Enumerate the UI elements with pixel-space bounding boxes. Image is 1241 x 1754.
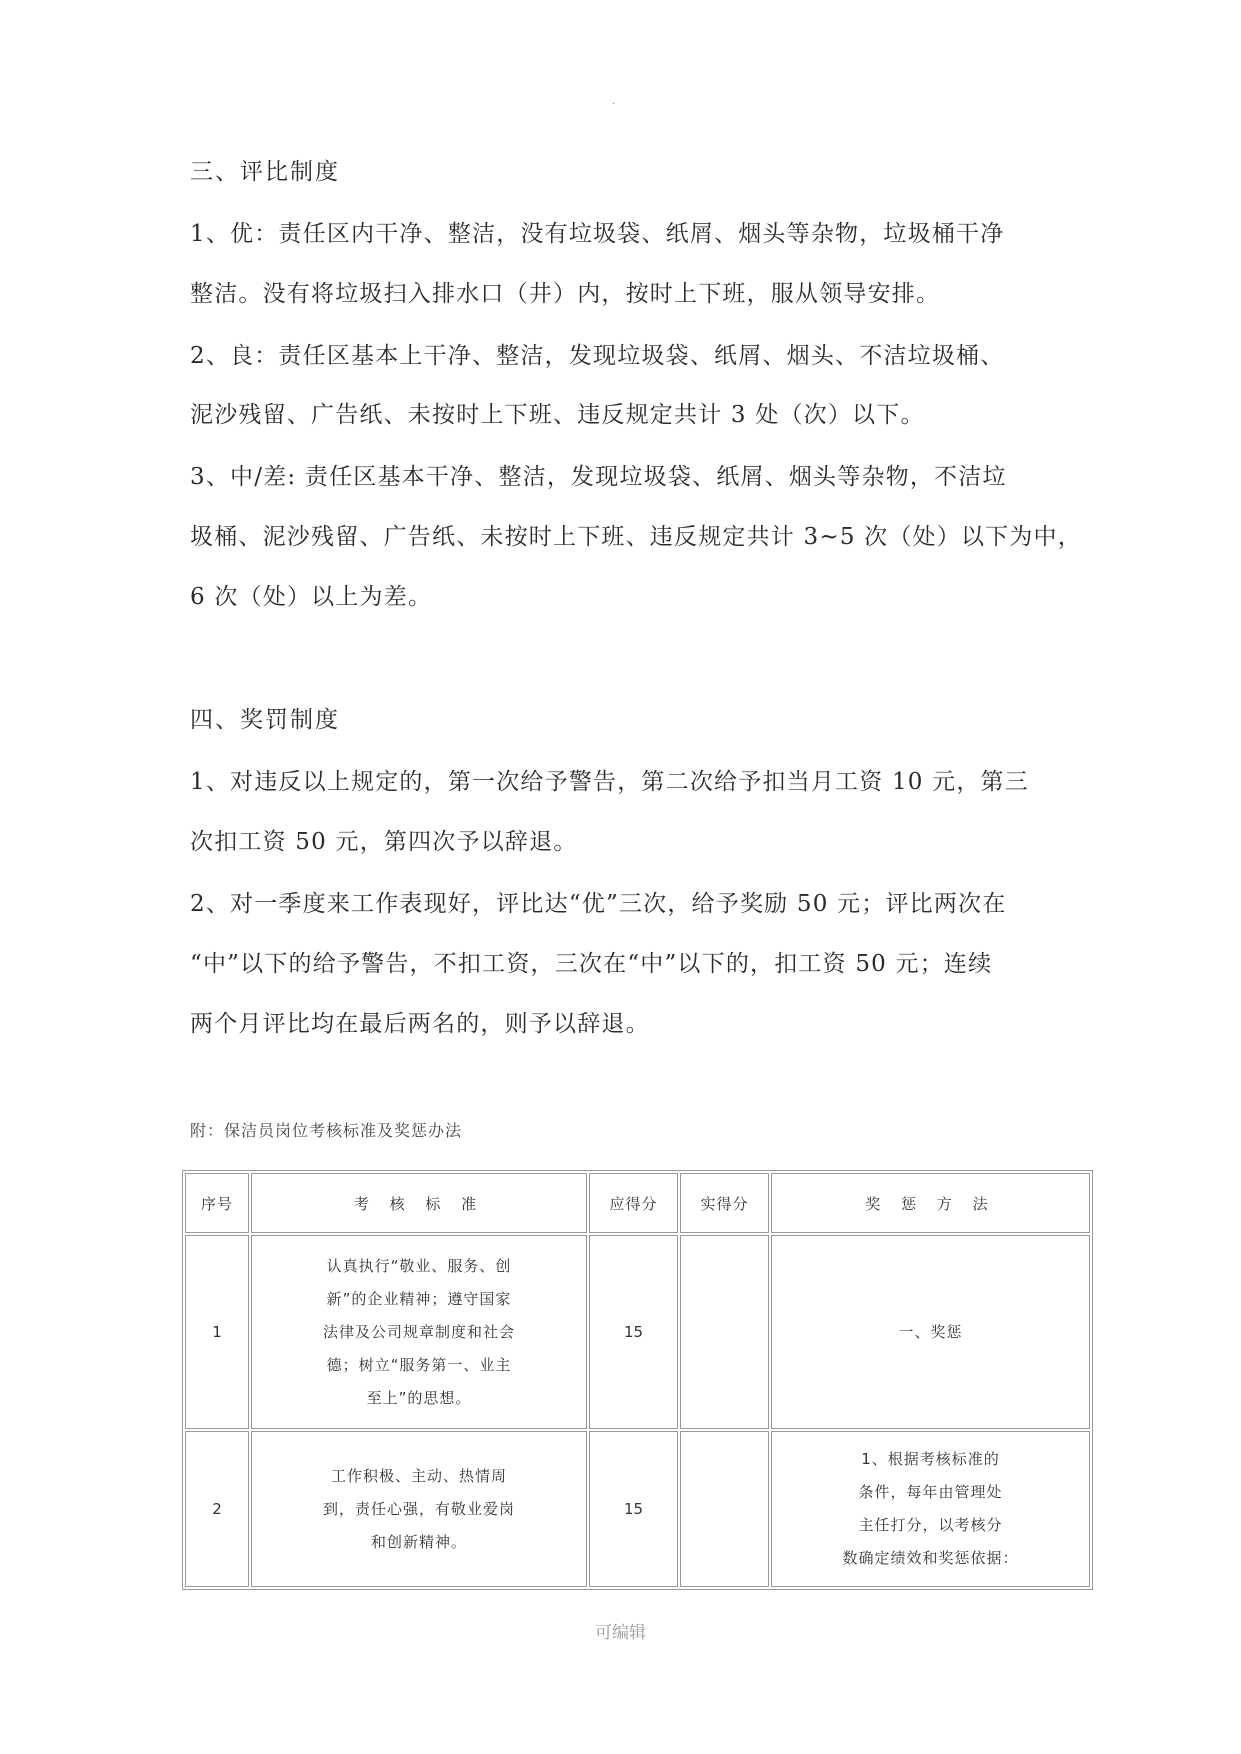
cell-line: 至上”的思想。 — [366, 1388, 472, 1407]
cell-line: 1、根据考核标准的 — [861, 1450, 1000, 1468]
cell-no: 1 — [185, 1235, 249, 1429]
cell-line: 新”的企业精神；遵守国家 — [326, 1289, 512, 1308]
cell-line: 认真执行“敬业、服务、创 — [326, 1256, 512, 1275]
cell-line: 和创新精神。 — [370, 1532, 467, 1551]
paragraph-line: 整洁。没有将垃圾扫入排水口（井）内，按时上下班，服从领导安排。 — [190, 281, 941, 307]
cell-actual-score — [680, 1431, 769, 1587]
cell-expected-score: 15 — [589, 1235, 678, 1429]
header-method: 奖 惩 方 法 — [771, 1173, 1090, 1233]
cell-criteria — [251, 1431, 587, 1587]
paragraph-line: 2、对一季度来工作表现好，评比达“优”三次，给予奖励 50 元；评比两次在 — [190, 891, 1007, 917]
cell-method — [771, 1431, 1090, 1587]
paragraph-line: 2、良：责任区基本上干净、整洁，发现垃圾袋、纸屑、烟头、不洁垃圾桶、 — [190, 343, 1005, 369]
paragraph-line: 3、中/差: 责任区基本干净、整洁，发现垃圾袋、纸屑、烟头等杂物，不洁垃 — [190, 464, 1007, 490]
table-row — [185, 1235, 1090, 1429]
header-actual-score: 实得分 — [680, 1173, 769, 1233]
cell-line: 德；树立“服务第一、业主 — [326, 1355, 512, 1374]
cell-expected-score: 15 — [589, 1431, 678, 1587]
section-heading-reward-penalty: 四、奖罚制度 — [190, 707, 340, 733]
paragraph-line: 1、对违反以上规定的，第一次给予警告，第二次给予扣当月工资 10 元，第三 — [190, 769, 1029, 795]
cell-line: 一、奖惩 — [898, 1322, 963, 1341]
paragraph-line: “中”以下的给予警告，不扣工资，三次在“中”以下的，扣工资 50 元；连续 — [190, 951, 993, 977]
cell-line: 主任打分，以考核分 — [858, 1516, 1003, 1534]
table-caption: 附：保洁员岗位考核标准及奖惩办法 — [190, 1121, 463, 1140]
header-no: 序号 — [185, 1173, 249, 1233]
header-expected-score: 应得分 — [589, 1173, 678, 1233]
page-footer: 可编辑 — [595, 1623, 646, 1643]
cell-no: 2 — [185, 1431, 249, 1587]
paragraph-line: 6 次（处）以上为差。 — [190, 584, 433, 610]
paragraph-line: 两个月评比均在最后两名的，则予以辞退。 — [190, 1011, 650, 1037]
table-row — [185, 1431, 1090, 1587]
cell-actual-score — [680, 1235, 769, 1429]
cell-method — [771, 1235, 1090, 1429]
table-header-row — [185, 1173, 1090, 1233]
cell-line: 条件，每年由管理处 — [858, 1483, 1003, 1501]
assessment-table — [182, 1170, 1093, 1590]
paragraph-line: 圾桶、泥沙残留、广告纸、未按时上下班、违反规定共计 3~5 次（处）以下为中， — [190, 524, 1082, 550]
cell-line: 到，责任心强，有敬业爱岗 — [322, 1499, 515, 1518]
section-heading-evaluation: 三、评比制度 — [190, 159, 340, 185]
top-mark: . — [612, 96, 616, 107]
header-criteria: 考 核 标 准 — [251, 1173, 587, 1233]
paragraph-line: 1、优：责任区内干净、整洁，没有垃圾袋、纸屑、烟头等杂物，垃圾桶干净 — [190, 221, 1005, 247]
paragraph-line: 次扣工资 50 元，第四次予以辞退。 — [190, 829, 578, 855]
cell-line: 法律及公司规章制度和社会 — [322, 1322, 515, 1341]
cell-line: 数确定绩效和奖惩依据： — [842, 1549, 1019, 1567]
paragraph-line: 泥沙残留、广告纸、未按时上下班、违反规定共计 3 处（次）以下。 — [190, 402, 925, 428]
cell-criteria — [251, 1235, 587, 1429]
cell-line: 工作积极、主动、热情周 — [330, 1466, 507, 1485]
